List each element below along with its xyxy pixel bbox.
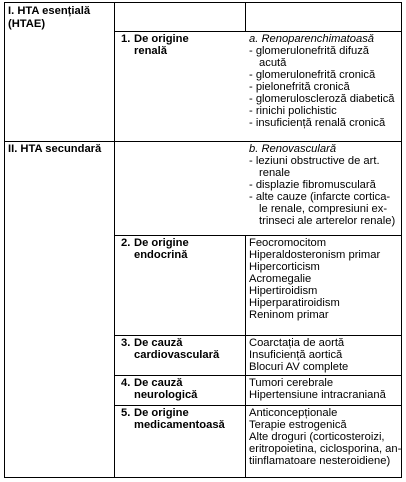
renal-sub-b-item: - displazie fibromusculară <box>249 179 376 191</box>
renal-sub-a-item: - rinichi polichistic <box>249 105 337 117</box>
medic-item: Terapie estrogenică <box>249 419 347 431</box>
cardio-item: Blocuri AV complete <box>249 361 349 373</box>
medic-number: 5. <box>121 407 131 419</box>
renal-number: 1. <box>121 33 131 45</box>
neuro-title <box>121 378 183 390</box>
renal-sub-a-heading: a. Renoparenchimatoasă <box>249 33 375 45</box>
row-divider-medic <box>114 405 401 406</box>
column-divider-sub-top <box>245 3 246 31</box>
cardio-title-line2: cardiovasculară <box>134 349 220 361</box>
row-divider-section-2 <box>5 141 401 142</box>
endocrine-item: Hipertiroidism <box>249 285 318 297</box>
row-divider-endocrine <box>114 235 401 236</box>
endocrine-item: Acromegalie <box>249 273 312 285</box>
section-primary-label: I. HTA esențială <box>8 5 91 17</box>
row-divider-cardio <box>114 335 401 336</box>
renal-sub-a-item: - pielonefrită cronică <box>249 81 350 93</box>
renal-sub-a-item: - glomerulonefrită cronică <box>249 69 376 81</box>
renal-sub-a-item: - insuficiență renală cronică <box>249 117 386 129</box>
endocrine-item: Reninom primar <box>249 309 329 321</box>
medic-title <box>121 408 189 420</box>
hta-classification-table <box>4 2 402 478</box>
endocrine-number: 2. <box>121 237 131 249</box>
renal-title <box>121 34 189 46</box>
section-primary-sublabel: (HTAE) <box>8 18 46 30</box>
cardio-title <box>121 338 183 350</box>
column-divider-sub-bottom <box>245 235 246 477</box>
neuro-item: Hipertensiune intracraniană <box>249 389 386 401</box>
row-divider-header <box>114 31 401 32</box>
endocrine-item: Hipercorticism <box>249 261 320 273</box>
renal-title-line2: renală <box>134 45 167 57</box>
cardio-item: Insuficiență aortică <box>249 349 343 361</box>
row-divider-neuro <box>114 375 401 376</box>
endocrine-title-line2: endocrină <box>134 249 188 261</box>
endocrine-item: Hiperparatiroidism <box>249 297 340 309</box>
renal-sub-a-item: - glomeruloscleroză diabetică <box>249 93 395 105</box>
medic-title-line2: medicamentoasă <box>134 419 225 431</box>
cardio-number: 3. <box>121 337 131 349</box>
medic-item: tiinflamatoare nesteroidiene) <box>249 455 391 467</box>
renal-sub-b-item: le renale, compresiuni ex- <box>259 203 388 215</box>
renal-sub-b-heading: b. Renovasculară <box>249 143 337 155</box>
renal-sub-b-item: - leziuni obstructive de art. <box>249 155 380 167</box>
renal-sub-b-item: trinseci ale arterelor renale) <box>259 215 396 227</box>
section-secondary-label: II. HTA secundară <box>8 143 102 155</box>
renal-sub-a-item: - glomerulonefrită difuză <box>249 45 370 57</box>
renal-sub-b-item: renale <box>259 167 291 179</box>
renal-sub-a-item: acută <box>259 57 287 69</box>
medic-title-line1: De origine <box>134 407 189 419</box>
neuro-number: 4. <box>121 377 131 389</box>
medic-item: Alte droguri (corticosteroizi, <box>249 431 385 443</box>
cardio-item: Coarctația de aortă <box>249 337 345 349</box>
neuro-title-line2: neurologică <box>134 389 198 401</box>
neuro-title-line1: De cauză <box>134 377 183 389</box>
endocrine-item: Feocromocitom <box>249 237 327 249</box>
endocrine-title-line1: De origine <box>134 237 189 249</box>
renal-title-line1: De origine <box>134 33 189 45</box>
renal-sub-b-item: - alte cauze (infarcte cortica- <box>249 191 391 203</box>
endocrine-title <box>121 238 189 250</box>
endocrine-item: Hiperaldosteronism primar <box>249 249 381 261</box>
medic-item: eritropoietina, ciclosporina, an- <box>249 443 402 455</box>
medic-item: Anticoncepționale <box>249 407 338 419</box>
neuro-item: Tumori cerebrale <box>249 377 334 389</box>
cardio-title-line1: De cauză <box>134 337 183 349</box>
